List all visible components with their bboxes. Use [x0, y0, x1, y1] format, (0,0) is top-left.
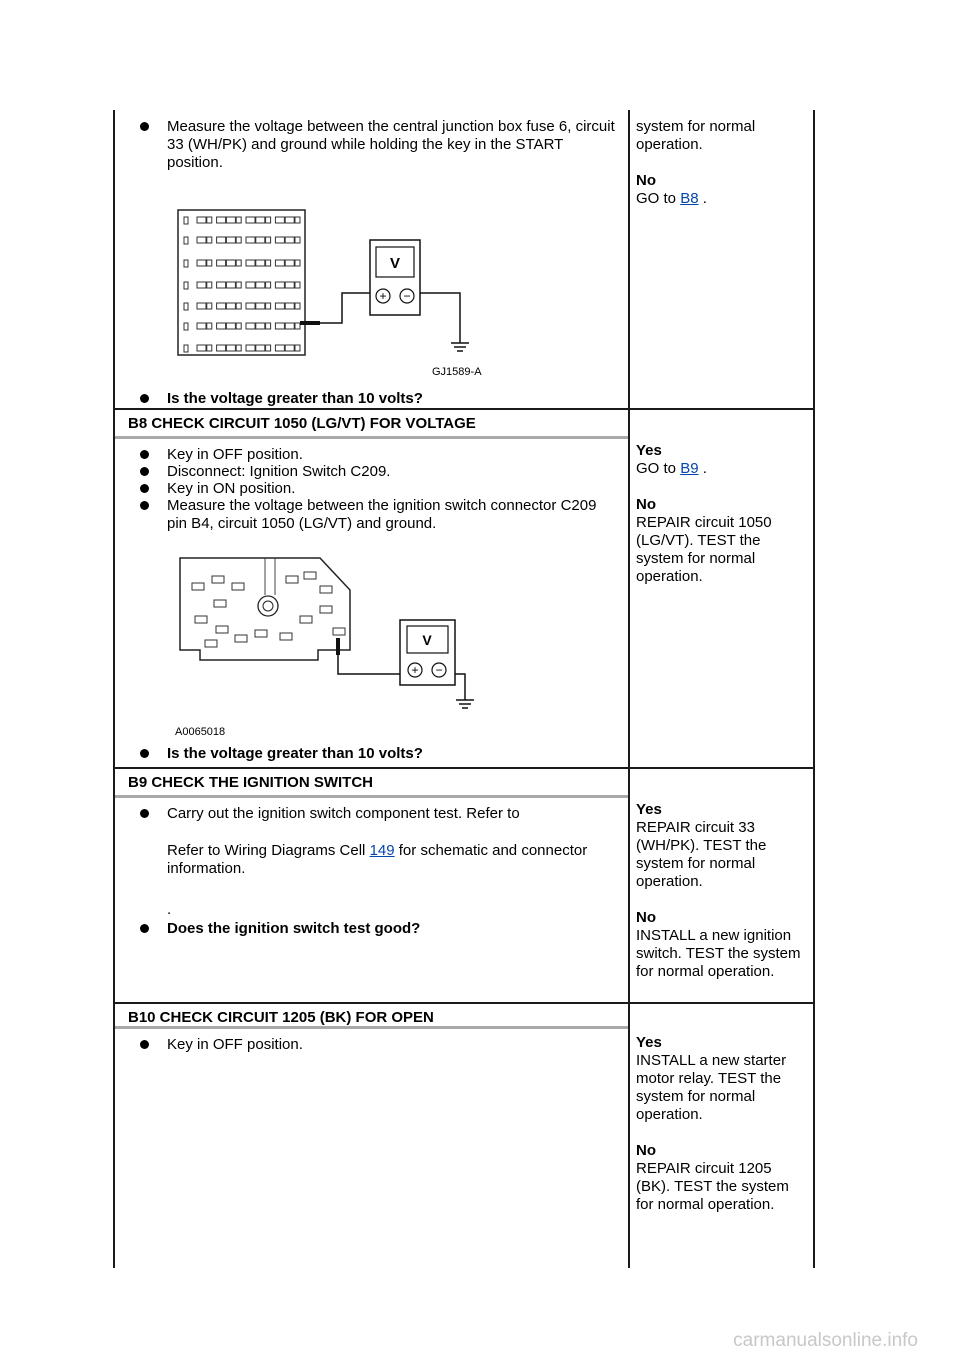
svg-text:−: −	[403, 289, 411, 303]
bullet-icon	[140, 749, 149, 758]
link-b9[interactable]: B9	[680, 460, 699, 477]
no-label: No	[636, 909, 656, 926]
no-result-text: REPAIR circuit 1205 (BK). TEST the system for normal operation.	[636, 1160, 789, 1213]
bullet-icon	[140, 122, 149, 131]
wiring-reference: Refer to Wiring Diagrams Cell 149 for schematic and connector information.	[167, 842, 588, 877]
yes-label: Yes	[636, 442, 662, 459]
step-b8-2: Disconnect: Ignition Switch C209.	[167, 463, 622, 481]
no-label: No	[636, 496, 656, 513]
voltmeter-label: V	[422, 632, 432, 648]
header-underline-b9	[115, 795, 628, 798]
svg-text:+: +	[411, 663, 419, 677]
row-divider-b8	[115, 408, 815, 410]
bullet-icon	[140, 809, 149, 818]
watermark: carmanualsonline.info	[733, 1330, 918, 1351]
bullet-icon	[140, 484, 149, 493]
no-result-text: INSTALL a new ignition switch. TEST the system for normal operation.	[636, 927, 801, 980]
bullet-icon	[140, 924, 149, 933]
yes-label: Yes	[636, 1034, 662, 1051]
voltmeter-label: V	[389, 255, 401, 272]
header-b9: B9 CHECK THE IGNITION SWITCH	[128, 774, 374, 791]
bullet-icon	[140, 501, 149, 510]
bullet-icon	[140, 467, 149, 476]
link-cell-149[interactable]: 149	[369, 842, 395, 859]
table-middle-border	[628, 110, 630, 1268]
header-b10: B10 CHECK CIRCUIT 1205 (BK) FOR OPEN	[128, 1009, 434, 1026]
header-underline-b8	[115, 436, 628, 439]
svg-text:−: −	[435, 663, 443, 677]
question-voltage-b8: Is the voltage greater than 10 volts?	[167, 745, 622, 763]
table-left-border	[113, 110, 115, 1268]
header-b8: B8 CHECK CIRCUIT 1050 (LG/VT) FOR VOLTAGE	[128, 415, 476, 432]
result-b9	[636, 801, 808, 981]
yes-result-text: INSTALL a new starter motor relay. TEST the system for normal operation.	[636, 1052, 787, 1123]
no-label: No	[636, 172, 656, 189]
step-b9-1: Carry out the ignition switch component test. Refer to	[167, 805, 622, 823]
no-result: GO to B8 .	[636, 190, 707, 207]
step-b8-4: Measure the voltage between the ignition switch connector C209 pin B4, circuit 1050 (LG/VT) and ground.	[167, 497, 607, 533]
no-result-text: REPAIR circuit 1050 (LG/VT). TEST the system for normal operation.	[636, 514, 772, 585]
yes-result-text: REPAIR circuit 33 (WH/PK). TEST the system for normal operation.	[636, 819, 767, 890]
no-label: No	[636, 1142, 656, 1159]
svg-text:+: +	[379, 289, 387, 303]
yes-result: GO to B9 .	[636, 460, 707, 477]
question-ignition-switch: Does the ignition switch test good?	[167, 920, 622, 938]
result-b8	[636, 442, 808, 586]
bullet-icon	[140, 1040, 149, 1049]
table-right-border	[813, 110, 815, 1268]
bullet-icon	[140, 394, 149, 403]
step-b8-1: Key in OFF position.	[167, 446, 622, 464]
step-b8-3: Key in ON position.	[167, 480, 622, 498]
result-section-a	[636, 118, 808, 208]
question-voltage-a: Is the voltage greater than 10 volts?	[167, 390, 622, 408]
yes-label: Yes	[636, 801, 662, 818]
figure-id-a0065018: A0065018	[175, 726, 226, 738]
result-text-top: system for normal operation.	[636, 118, 756, 153]
period-text: .	[167, 901, 172, 918]
row-divider-b9	[115, 767, 815, 769]
link-b8[interactable]: B8	[680, 190, 699, 207]
bullet-icon	[140, 450, 149, 459]
step-measure-voltage-fuse: Measure the voltage between the central junction box fuse 6, circuit 33 (WH/PK) and ground while holding the key in the START position.	[167, 118, 622, 172]
fuse-box-diagram	[170, 205, 500, 380]
ignition-switch-diagram	[170, 550, 490, 740]
figure-id-gj1589: GJ1589-A	[432, 366, 482, 378]
result-b10	[636, 1034, 808, 1214]
row-divider-b10	[115, 1002, 815, 1004]
step-b10-1: Key in OFF position.	[167, 1036, 622, 1054]
